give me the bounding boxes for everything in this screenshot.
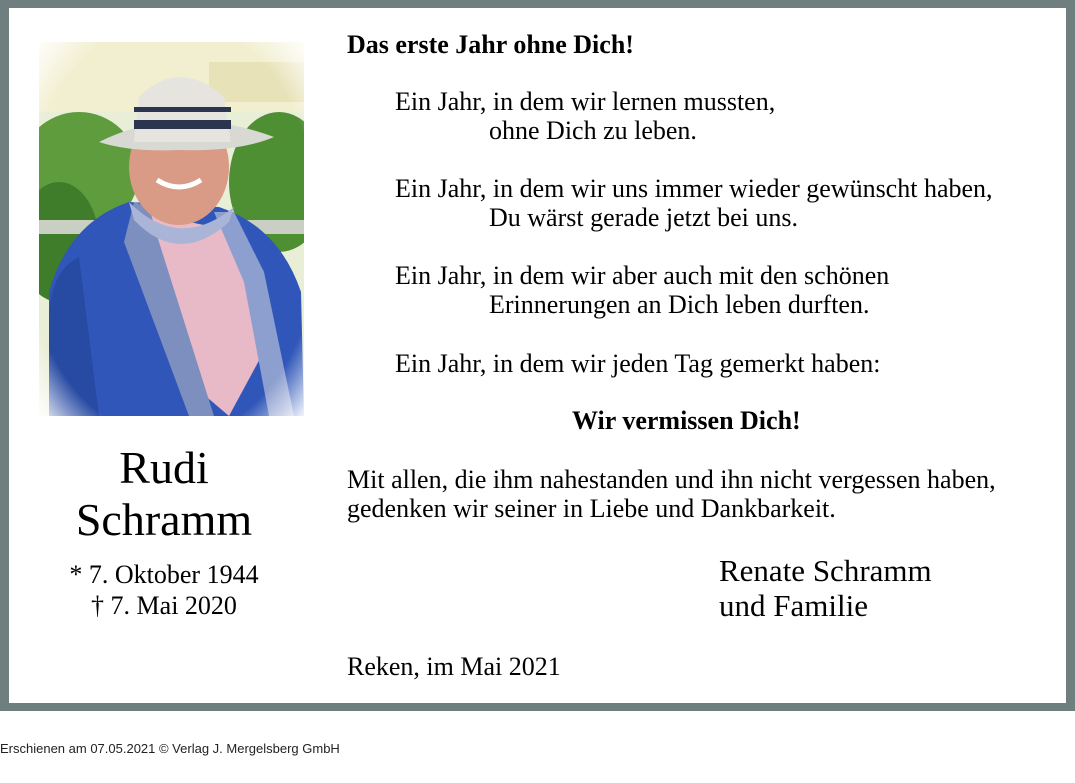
- signature-family: und Familie: [719, 588, 868, 623]
- signature-name: Renate Schramm: [719, 553, 932, 588]
- stanza-line: Ein Jahr, in dem wir jeden Tag gemerkt haben:: [395, 349, 881, 378]
- stanza-line: Ein Jahr, in dem wir uns immer wieder gewünscht haben,: [395, 174, 993, 203]
- place-date: Reken, im Mai 2021: [347, 652, 561, 681]
- death-date: † 7. Mai 2020: [91, 591, 237, 620]
- portrait-photo: [39, 42, 304, 416]
- deceased-last-name: Schramm: [75, 494, 253, 545]
- stanza-line: Ein Jahr, in dem wir lernen mussten,: [395, 87, 776, 116]
- publication-credit: Erschienen am 07.05.2021 © Verlag J. Mergelsberg GmbH: [0, 741, 340, 756]
- birth-date: * 7. Oktober 1944: [69, 560, 259, 589]
- poem-title: Das erste Jahr ohne Dich!: [347, 30, 634, 59]
- deceased-first-name: Rudi: [119, 442, 209, 493]
- obituary-card: [9, 8, 1066, 703]
- closing-line: gedenken wir seiner in Liebe und Dankbarkeit.: [347, 494, 836, 523]
- stanza-line: Du wärst gerade jetzt bei uns.: [489, 203, 799, 232]
- emphasis-line: Wir vermissen Dich!: [572, 406, 801, 435]
- stanza-line: Erinnerungen an Dich leben durften.: [489, 290, 870, 319]
- stanza-line: ohne Dich zu leben.: [489, 116, 697, 145]
- stanza-line: Ein Jahr, in dem wir aber auch mit den schönen: [395, 261, 890, 290]
- closing-line: Mit allen, die ihm nahestanden und ihn nicht vergessen haben,: [347, 465, 996, 494]
